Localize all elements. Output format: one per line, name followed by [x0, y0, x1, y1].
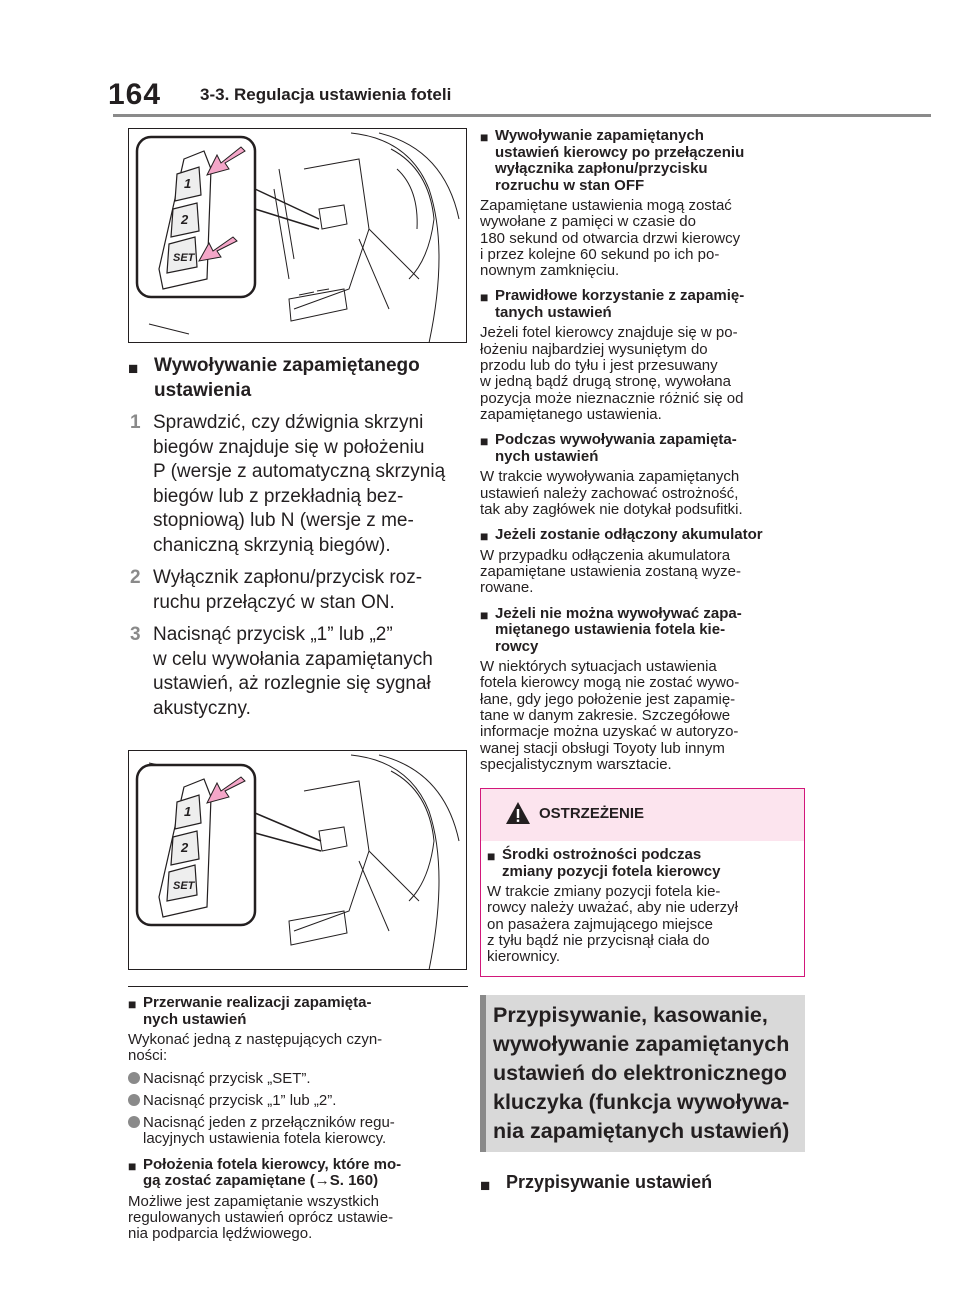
proper-use-text: Jeżeli fotel kierowcy znajduje się w po- łożeniu najbardziej wysuniętym do przodu lub do tyłu i jest przesuwany w jedną bądź drugą stronę, wywołana pozycja może nieznacznie różnić się od zapamiętanego ustawienia. — [480, 324, 744, 423]
warning-triangle-icon — [505, 801, 531, 825]
memory-switch-illustration-2 — [129, 751, 467, 970]
memory-switch-illustration-1 — [129, 129, 467, 343]
label-set: SET — [173, 880, 195, 892]
cannot-recall-text: W niektórych sytuacjach ustawienia fotela kierowcy mogą nie zostać wywo- łane, gdy jego położenie jest zapamię- tane w danym zakresie. Szczegółowe informacje można uzyskać w autoryzo- wanej stacji obsługi Toyoty lub innym specjalistycznym warsztacie. — [480, 658, 740, 773]
heading-assign: ■ Przypisywanie ustawień — [480, 1171, 713, 1195]
bullet-item: Nacisnąć przycisk „SET”. — [128, 1071, 468, 1087]
right-column — [480, 128, 805, 1195]
step-1: 1 Sprawdzić, czy dźwignia skrzyni biegów znajduje się w położeniu P (wersje z automatyczną skrzynią biegów lub z przekładnią bez- stopniową) lub N (wersje z me- chaniczną skrzynią biegów). — [130, 412, 446, 556]
heading-positions: ■ Położenia fotela kierowcy, które mo- gą zostać zapamiętane (→S. 160) — [128, 1155, 402, 1190]
label-1: 1 — [184, 804, 192, 819]
divider — [128, 986, 468, 987]
warning-heading: ■ Środki ostrożności podczas zmiany pozycji fotela kierowcy — [487, 846, 721, 880]
cancel-text: Wykonać jedną z następujących czyn- ności: — [128, 1031, 383, 1065]
step-3: 3 Nacisnąć przycisk „1” lub „2” w celu wywołania zapamiętanych ustawień, aż rozlegnie się sygnał akustyczny. — [130, 624, 433, 719]
left-column — [128, 128, 468, 1243]
heading-cannot-recall: ■ Jeżeli nie można wywoływać zapa- miętanego ustawienia fotela kie- rowcy — [480, 604, 742, 655]
heading-during-recall: ■ Podczas wywoływania zapamięta- nych ustawień — [480, 431, 737, 465]
warning-header — [481, 789, 804, 841]
bullet-item: Nacisnąć przycisk „1” lub „2”. — [128, 1093, 468, 1109]
label-2: 2 — [181, 840, 189, 855]
page-header — [0, 0, 960, 118]
warning-box — [480, 788, 805, 976]
bullet-dot-icon — [128, 1094, 140, 1106]
label-1: 1 — [184, 176, 192, 191]
battery-text: W przypadku odłączenia akumulatora zapamiętane ustawienia zostaną wyze- rowane. — [480, 546, 741, 597]
positions-text: Możliwe jest zapamiętanie wszystkich regulowanych ustawień oprócz ustawie- nia podparcia lędźwiowego. — [128, 1192, 394, 1243]
header-divider — [113, 114, 931, 117]
bullet-item: Nacisnąć jeden z przełączników regu- lacyjnych ustawienia fotela kierowcy. — [128, 1115, 468, 1148]
warning-title: OSTRZEŻENIE — [539, 805, 645, 823]
bullet-dot-icon — [128, 1072, 140, 1084]
bullet-dot-icon — [128, 1116, 140, 1128]
label-2: 2 — [181, 212, 189, 227]
recall-after-off-text: Zapamiętane ustawienia mogą zostać wywołane z pamięci w czasie do 180 sekund od otwarcia drzwi kierowcy i przez kolejne 60 sekund po ich po- nownym zamknięciu. — [480, 197, 741, 280]
heading-recall-after-off: ■ Wywoływanie zapamiętanych ustawień kierowcy po przełączeniu wyłącznika zapłonu/przycisku rozruchu w stan OFF — [480, 127, 745, 194]
label-set: SET — [173, 252, 195, 264]
heading-cancel: ■ Przerwanie realizacji zapamięta- nych ustawień — [128, 994, 372, 1028]
square-bullet-icon: ■ — [128, 359, 139, 378]
heading-recall: ■ Wywoływanie zapamiętanego ustawienia — [128, 355, 420, 401]
warning-text: W trakcie zmiany pozycji fotela kie- rowcy należy uważać, aby nie uderzył on pasażera zajmującego miejsce z tyłu bądź nie przycisnął ciała do kierownicy. — [487, 883, 738, 966]
section-title-box: Przypisywanie, kasowanie, wywoływanie zapamiętanych ustawień do elektronicznego kluczyka (funkcja wywoływa- nia zapamiętanych ustawień) — [480, 995, 805, 1152]
figure-memory-buttons-recall — [128, 750, 467, 970]
during-recall-text: W trakcie wywoływania zapamiętanych ustawień należy zachować ostrożność, tak aby zagłówek nie dotykał podsufitki. — [480, 468, 743, 518]
heading-proper-use: ■ Prawidłowe korzystanie z zapamię- tanych ustawień — [480, 287, 745, 321]
page-number: 164 — [108, 78, 162, 111]
step-2: 2 Wyłącznik zapłonu/przycisk roz- ruchu przełączyć w stan ON. — [130, 567, 423, 613]
section-title: 3-3. Regulacja ustawienia foteli — [200, 85, 452, 104]
figure-memory-buttons-set — [128, 128, 467, 343]
heading-battery: ■ Jeżeli zostanie odłączony akumulator — [480, 526, 763, 545]
